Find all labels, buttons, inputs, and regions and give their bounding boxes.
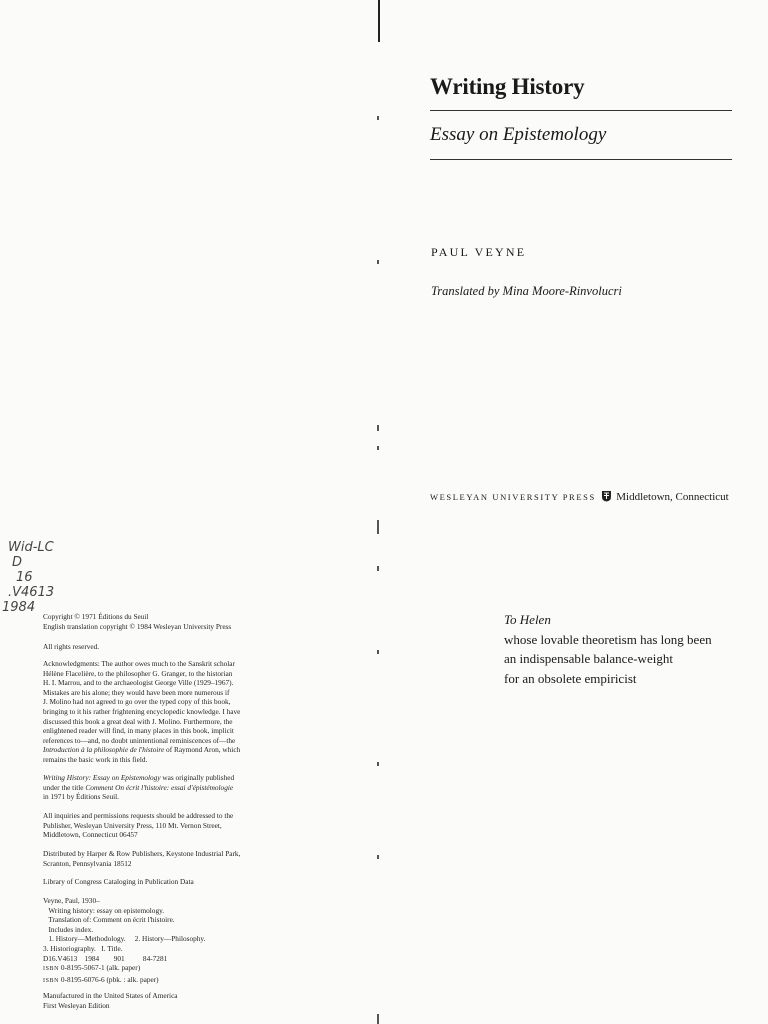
- publisher-logo-icon: [601, 490, 612, 502]
- inq-line: Publisher, Wesleyan University Press, 110 Mt. Vernon Street,: [43, 820, 222, 830]
- mfg-line: First Wesleyan Edition: [43, 1000, 110, 1010]
- ack-line: references to—and, no doubt unintentional reminiscences of—the: [43, 735, 236, 745]
- manufacture-note: [43, 991, 343, 1010]
- ack-line: [43, 745, 343, 755]
- ack-text: of Raymond Aron, which: [164, 745, 241, 755]
- cip-line: Veyne, Paul, 1930–: [43, 896, 100, 905]
- handwritten-line: Wid-LC: [8, 540, 54, 555]
- dedication-line: To Helen: [504, 612, 551, 627]
- publisher-place: Middletown, Connecticut: [616, 491, 729, 503]
- mfg-line: Manufactured in the United States of America: [43, 991, 178, 1000]
- book-title: Writing History: [430, 74, 585, 99]
- translator-credit: Translated by Mina Moore-Rinvolucri: [431, 284, 622, 298]
- ack-line: Acknowledgments: The author owes much to the Sanskrit scholar: [43, 659, 235, 668]
- dedication-line: an indispensable balance-weight: [504, 651, 673, 666]
- inquiries-note: [43, 811, 343, 840]
- copyright-line: English translation copyright © 1984 Wesleyan University Press: [43, 621, 232, 631]
- page-gutter-line: [378, 0, 380, 42]
- ack-line: J. Molino had not agreed to go over the typed copy of this book,: [43, 697, 231, 707]
- cip-line: Writing history: essay on epistemology.: [43, 905, 165, 915]
- ack-line: Mistakes are his alone; they would have been more numerous if: [43, 687, 230, 697]
- gutter-mark: [377, 762, 379, 766]
- ack-line: bringing to it his rather frightening encyclopedic knowledge. I have: [43, 706, 241, 716]
- gutter-mark: [377, 520, 379, 534]
- gutter-mark: [377, 650, 379, 654]
- ack-line: enlightened reader will find, in many places in this book, implicit: [43, 726, 234, 736]
- title-rule: [430, 110, 732, 111]
- isbn-label: ISBN: [43, 966, 60, 973]
- inq-line: All inquiries and permissions requests should be addressed to the: [43, 811, 234, 820]
- cip-line: Includes index.: [43, 924, 94, 934]
- author-name: PAUL VEYNE: [431, 245, 527, 259]
- handwritten-line: D: [12, 555, 23, 570]
- orig-italic-title: Comment On écrit l'histoire: essai d'épistémologie: [85, 782, 234, 792]
- cip-line: [43, 975, 343, 987]
- orig-text: under the title: [43, 782, 86, 792]
- book-subtitle: Essay on Epistemology: [430, 124, 607, 145]
- ack-line: remains the basic work in this field.: [43, 754, 148, 764]
- original-publication-note: [43, 773, 343, 802]
- inq-line: Middletown, Connecticut 06457: [43, 830, 138, 840]
- isbn-value: 0-8195-6076-6 (pbk. : alk. paper): [59, 974, 159, 984]
- ack-italic-title: Introduction à la philosophie de l'histoire: [43, 745, 165, 755]
- dist-line: Scranton, Pennsylvania 18512: [43, 858, 132, 868]
- ack-line: H. I. Marrou, and to the archaeologist George Ville (1929–1967).: [43, 678, 234, 688]
- isbn-label: ISBN: [43, 977, 60, 984]
- subtitle-rule: [430, 159, 732, 160]
- rights-statement: [43, 642, 343, 652]
- handwritten-line: 1984: [2, 600, 36, 615]
- gutter-mark: [377, 260, 379, 264]
- orig-line: [43, 773, 343, 783]
- cip-line: Translation of: Comment on écrit l'histoire.: [43, 915, 175, 925]
- gutter-mark: [377, 855, 379, 859]
- handwritten-call-number: [2, 540, 55, 615]
- dedication-line: for an obsolete empiricist: [504, 670, 637, 686]
- cip-line: 3. Historiography. I. Title.: [43, 943, 123, 953]
- cip-line: D16.V4613 1984 901 84-7281: [43, 953, 168, 963]
- rights-line: All rights reserved.: [43, 642, 100, 651]
- orig-text: was originally published: [160, 773, 235, 782]
- orig-italic-title: Writing History: Essay on Epistemology: [43, 773, 161, 782]
- publisher-name: WESLEYAN UNIVERSITY PRESS: [430, 492, 596, 502]
- gutter-mark: [377, 116, 379, 120]
- cip-data: [43, 896, 343, 986]
- gutter-mark: [377, 425, 379, 431]
- cip-line: [43, 963, 343, 975]
- acknowledgments: [43, 659, 343, 765]
- copyright-block: [43, 612, 343, 631]
- handwritten-line: 16: [16, 570, 33, 585]
- cip-heading: [43, 877, 343, 887]
- ack-line: discussed this book a great deal with J. Molino. Furthermore, the: [43, 716, 233, 726]
- cip-line: 1. History—Methodology. 2. History—Philosophy.: [43, 934, 206, 944]
- orig-line: in 1971 by Éditions Seuil.: [43, 792, 120, 802]
- gutter-mark: [377, 1014, 379, 1024]
- dist-line: Distributed by Harper & Row Publishers, Keystone Industrial Park,: [43, 849, 241, 858]
- distribution-note: [43, 849, 343, 868]
- publisher-imprint: [430, 490, 729, 503]
- ack-line: Hélène Flacelière, to the philosopher G. Granger, to the historian: [43, 668, 233, 678]
- handwritten-line: .V4613: [8, 585, 55, 600]
- cip-heading-line: Library of Congress Cataloging in Publication Data: [43, 877, 194, 886]
- dedication: [504, 610, 712, 688]
- gutter-mark: [377, 446, 379, 450]
- orig-line: [43, 783, 343, 793]
- gutter-mark: [377, 566, 379, 571]
- isbn-value: 0-8195-5067-1 (alk. paper): [59, 963, 141, 973]
- dedication-line: whose lovable theoretism has long been: [504, 631, 712, 647]
- copyright-line: Copyright © 1971 Éditions du Seuil: [43, 612, 149, 621]
